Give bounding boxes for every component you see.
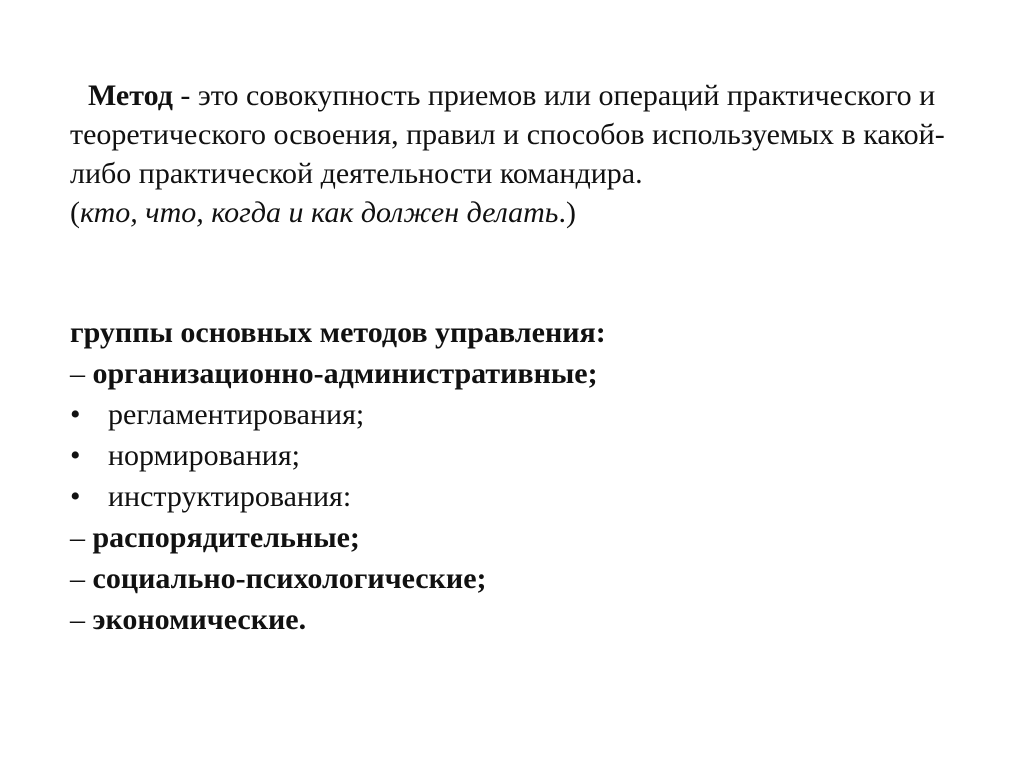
dash-marker: – xyxy=(70,521,93,554)
bullet-marker: • xyxy=(70,398,81,431)
method-definition xyxy=(70,76,1000,232)
group-label: экономические. xyxy=(92,603,307,636)
subitem-label: регламентирования; xyxy=(108,398,365,431)
group-item-directive xyxy=(70,517,1000,558)
subitem-label: нормирования; xyxy=(108,439,300,472)
subitem-label: инструктирования: xyxy=(108,480,352,513)
group-item-socio-psychological xyxy=(70,558,1000,599)
group-label: социально-психологические; xyxy=(92,562,487,595)
aside-close: .) xyxy=(558,196,576,229)
methods-groups xyxy=(70,312,1000,640)
group-label: организационно-административные; xyxy=(92,357,598,390)
group-item-organizational xyxy=(70,353,1000,394)
groups-heading: группы основных методов управления: xyxy=(70,316,606,349)
dash-marker: – xyxy=(70,603,93,636)
dash-marker: – xyxy=(70,562,93,595)
subitem-regulation xyxy=(70,394,1000,435)
definition-term: Метод xyxy=(88,79,173,112)
group-label: распорядительные; xyxy=(92,521,360,554)
dash-marker: – xyxy=(70,357,93,390)
bullet-marker: • xyxy=(70,439,81,472)
subitem-instruction xyxy=(70,476,1000,517)
subitem-normalization xyxy=(70,435,1000,476)
group-item-economic xyxy=(70,599,1000,640)
bullet-marker: • xyxy=(70,480,81,513)
aside-italic-text: кто, что, когда и как должен делать xyxy=(80,196,559,229)
definition-separator: - xyxy=(172,79,198,112)
aside-open: ( xyxy=(70,196,80,229)
definition-text: это совокупность приемов или операций практического и теоретического освоения, правил и способов используемых в какой-либо практической деятельности командира. xyxy=(70,79,945,190)
definition-aside xyxy=(70,193,1000,232)
